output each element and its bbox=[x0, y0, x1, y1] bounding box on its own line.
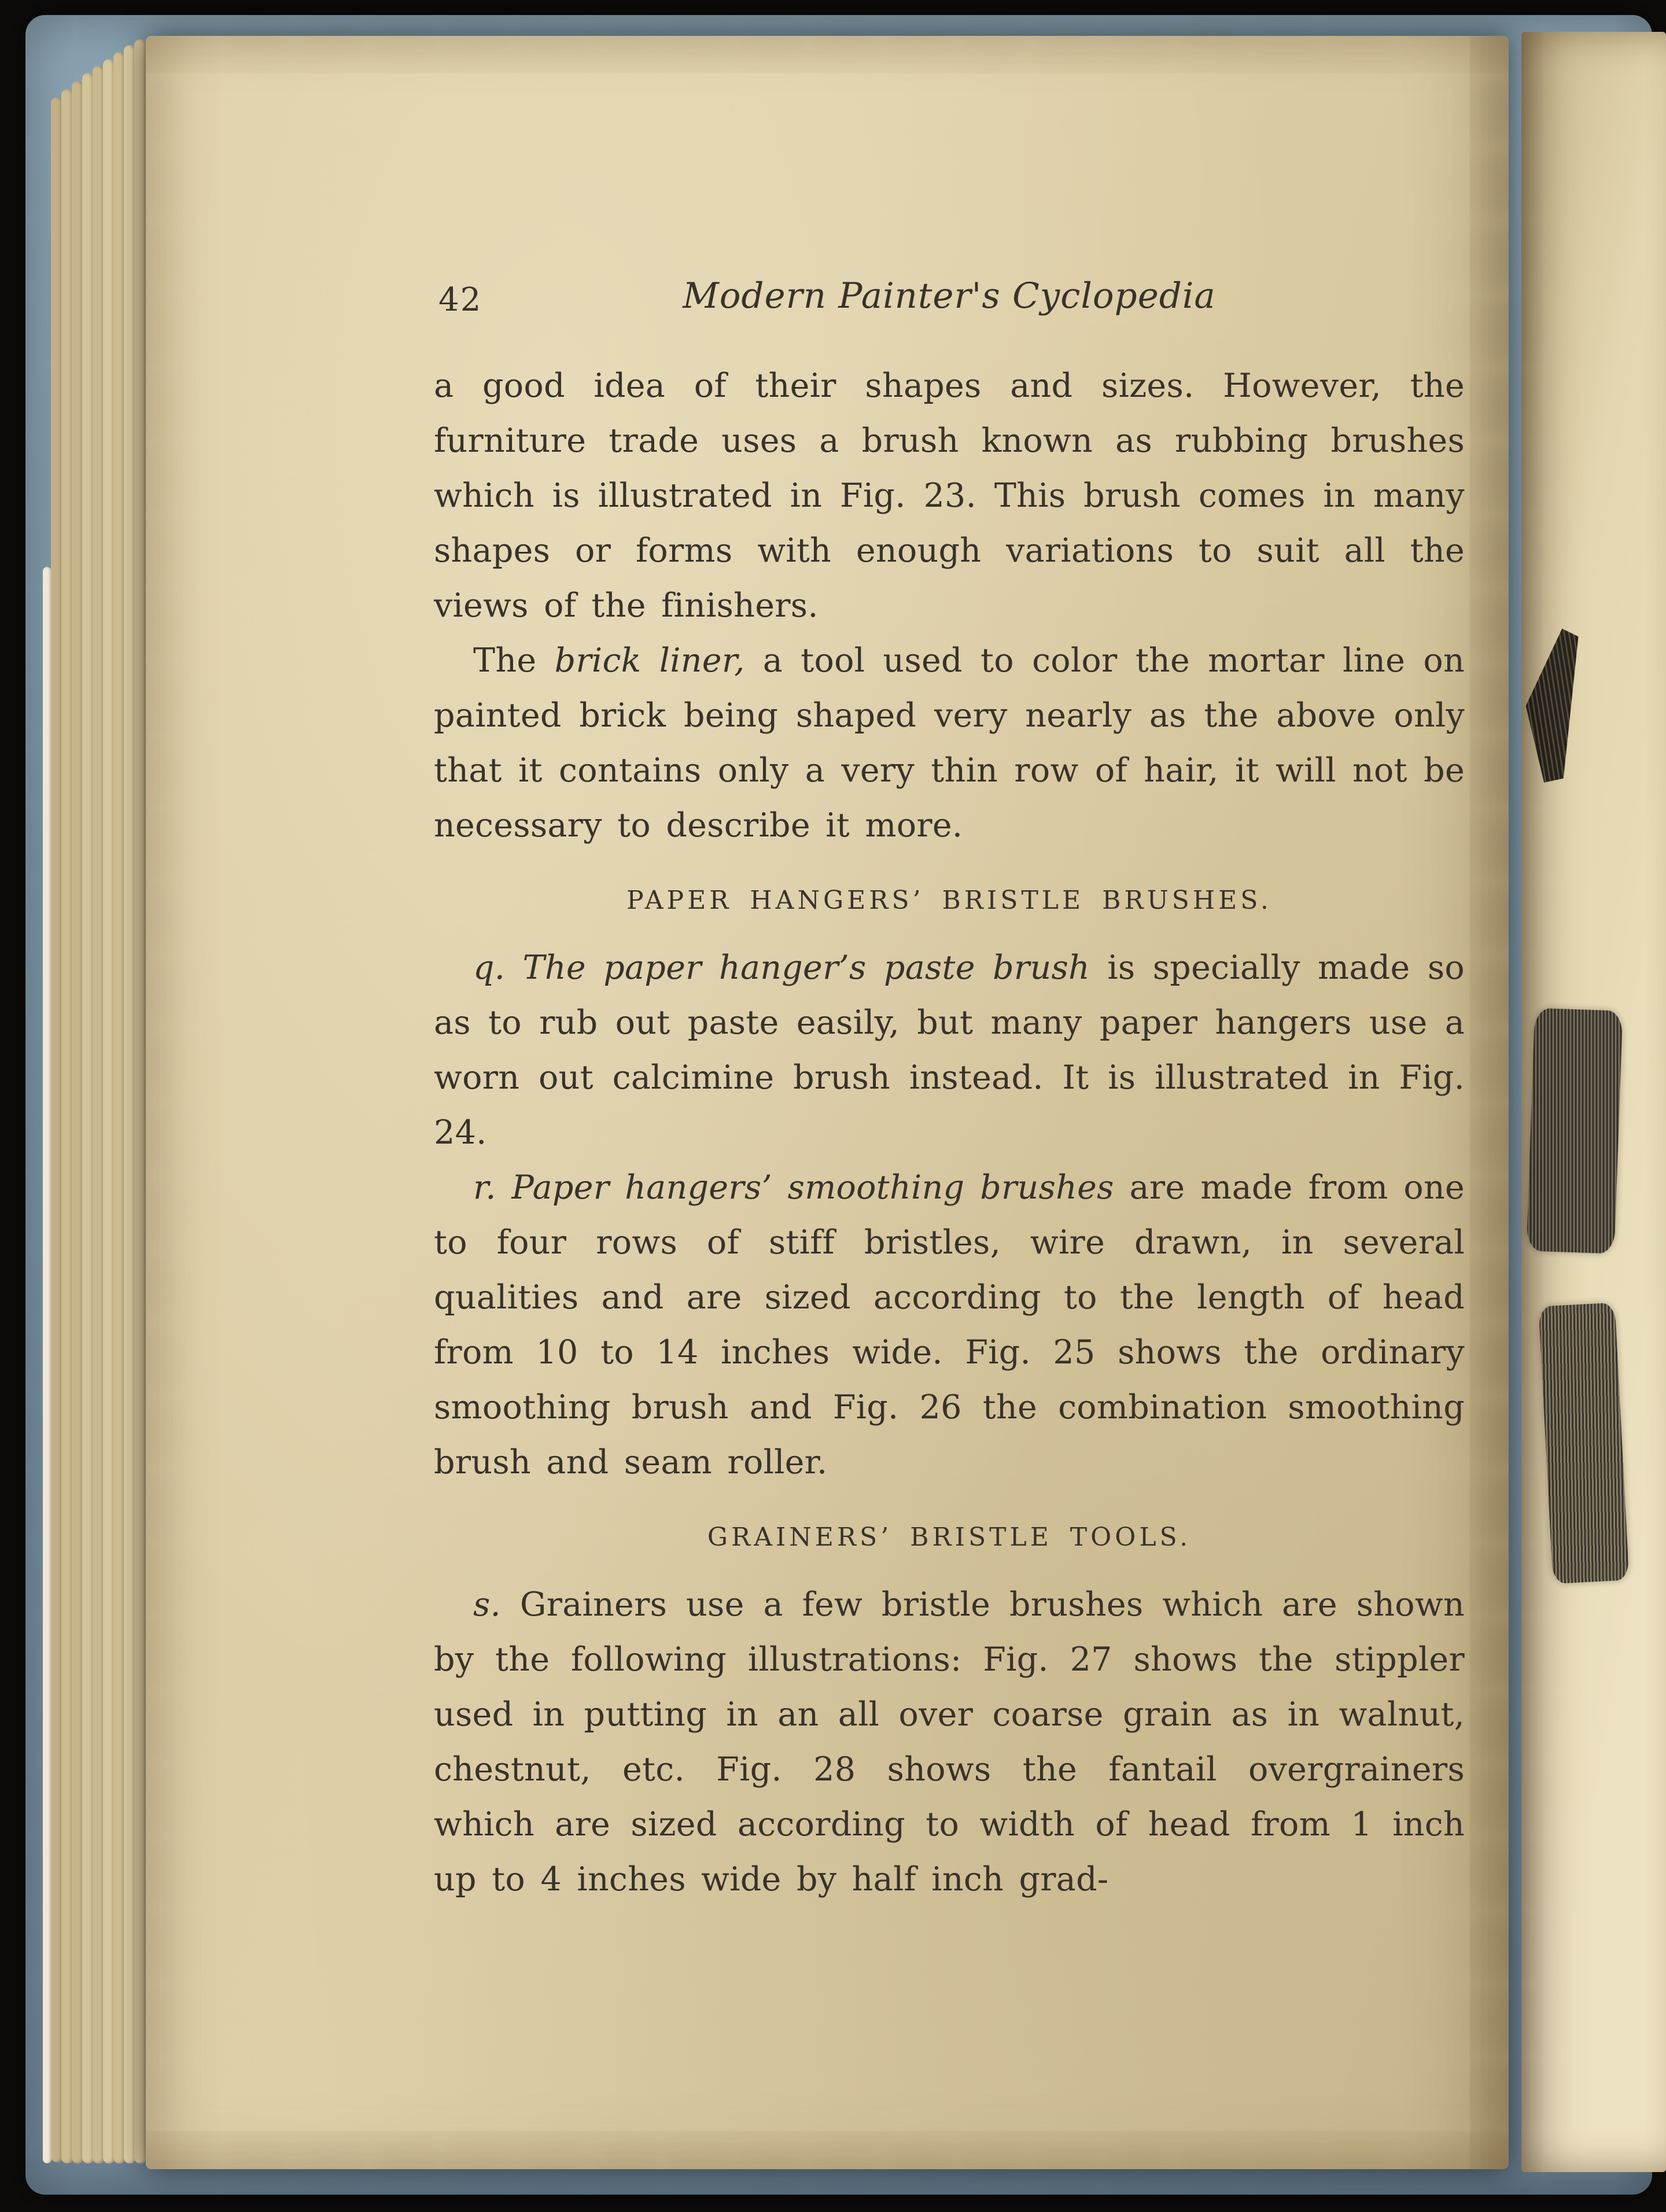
brush-tip-engraving-icon bbox=[1518, 626, 1579, 785]
paragraph-paste-brush: q. The paper hanger’s paste brush is specially made so as to rub out paste easily, but many paper hangers use a worn out calcimine brush instead. It is illustrated in Fig. 24. bbox=[434, 949, 1465, 1152]
book-page bbox=[146, 36, 1509, 2169]
page-edge bbox=[43, 567, 51, 2163]
brush-head-engraving-icon bbox=[1539, 1303, 1630, 1584]
running-title: Modern Painter's Cyclopedia bbox=[683, 275, 1216, 316]
page-number: 42 bbox=[438, 281, 482, 319]
page-edge bbox=[134, 39, 146, 2163]
page-body bbox=[434, 359, 1465, 1907]
section-heading-paper-hangers: PAPER HANGERS’ BRISTLE BRUSHES. bbox=[626, 886, 1272, 915]
paragraph-smoothing-brushes: r. Paper hangers’ smoothing brushes are made from one to four rows of stiff bristles, wire drawn, in several qualities and are sized according to the length of head from 10 to 14 inches wide. Fig. 25 shows the ordinary smoothing brush and Fig. 26 the combination smoothing brush and seam roller. bbox=[434, 1168, 1465, 1481]
section-heading-grainers: GRAINERS’ BRISTLE TOOLS. bbox=[707, 1522, 1192, 1552]
paragraph-brick-liner: The brick liner, a tool used to color the mortar line on painted brick being shaped very nearly as the above only that it contains only a very thin row of hair, it will not be necessary to describe it more. bbox=[434, 642, 1465, 845]
paragraph-grainers-tools: s. Grainers use a few bristle brushes which are shown by the following illustrations: Fig. 27 shows the stippler used in putting in an all over coarse grain as in walnut, chestnut, etc. Fig. 28 shows the fantail overgrainers which are sized according to width of head from 1 inch up to 4 inches wide by half inch grad- bbox=[434, 1586, 1465, 1898]
text-column bbox=[434, 275, 1465, 1907]
next-page bbox=[1521, 32, 1666, 2172]
brush-head-engraving-icon bbox=[1527, 1008, 1623, 1254]
paragraph-rubbing-brushes: a good idea of their shapes and sizes. However, the furniture trade uses a brush known as rubbing brushes which is illustrated in Fig. 23. This brush comes in many shapes or forms with enough variations to suit all the views of the finishers. bbox=[434, 367, 1465, 625]
running-header bbox=[434, 275, 1465, 325]
